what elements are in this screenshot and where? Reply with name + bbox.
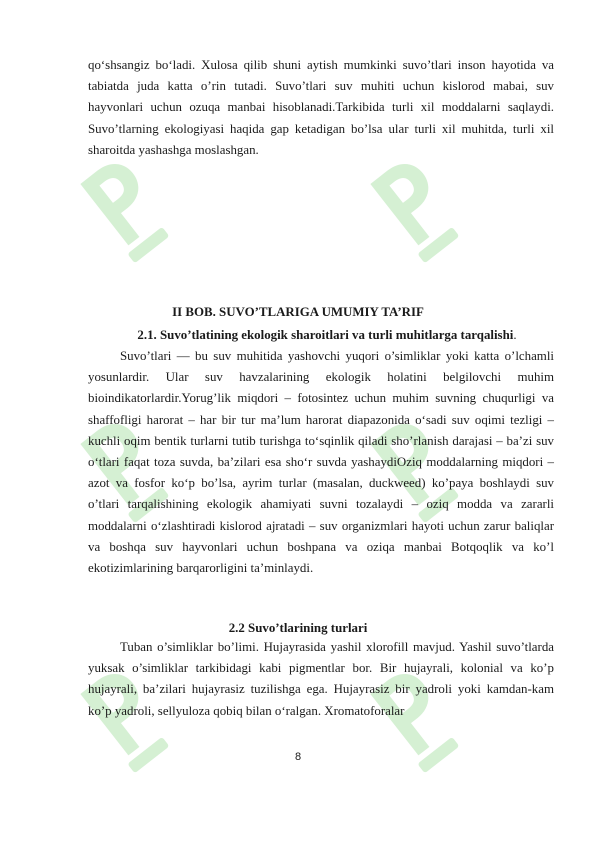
watermark-icon — [70, 140, 190, 290]
section-2-heading: 2.2 Suvo’tlarining turlari — [228, 621, 368, 635]
watermark-icon — [360, 140, 480, 290]
section-1-heading-text: 2.1. Suvo’tlatining ekologik sharoitlari va turli muhitlarga tarqalishi — [137, 328, 514, 342]
section-1-heading-suffix: . — [513, 328, 517, 342]
intro-section — [88, 55, 554, 161]
section-1-heading — [58, 326, 596, 344]
intro-paragraph: qo‘shsangiz bo‘ladi. Xulosa qilib shuni aytish mumkinki suvo’tlari inson hayotida va tabiatda juda katta o’rin tutadi. Suvo’tlari suv muhiti uchun kislorod mabai, suv hayvonlari uchun ozuqa manbai hisoblanadi.Tarkibida turli xil moddalarni saqlaydi. Suvo’tlarning ekologiyasi haqida gap ketadigan bo’lsa ular turli xil muhitda, turli xil sharoitda yashashga moslashgan. — [88, 58, 554, 157]
section-2-body — [88, 637, 554, 722]
section-1-body — [88, 346, 554, 579]
chapter-heading: II BOB. SUVO’TLARIGA UMUMIY TA’RIF — [172, 305, 424, 319]
section-1-paragraph: Suvo’tlari — bu suv muhitida yashovchi yuqori o’simliklar yoki katta o’lchamli yosunlardir. Ular suv havzalarining ekologik holatini belgilovchi muhim bioindikatorlardir.Yorug’lik miqdori – fotosintez uchun muhim suvning chuqurligi va shaffofligi harorat – har bir tur ma’lum harorat diapazonida o‘sadi suv oqimi tezligi – kuchli oqim bentik turlarni tutib turishga to‘sqinlik qiladi sho’rlanish darajasi – ba’zi suv o‘tlari faqat toza suvda, ba’zilari esa sho‘r suvda yashaydiOziq moddalarning miqdori – azot va fosfor ko‘p bo’lsa, ayrim turlar (masalan, duckweed) ko’paya boshlaydi suv o’tlari tarqalishining ekologik ahamiyati suvni tozalaydi – oziq modda va zararli moddalarni o‘zlashtiradi kislorod ajratadi – suv organizmlari hayoti uchun zarur baliqlar va boshqa suv hayvonlari uchun boshpana va oziqa manbai Botqoqlik va ko’l ekotizimlarining barqarorligini ta’minlaydi. — [88, 349, 554, 576]
page-number: 8 — [294, 751, 302, 763]
section-2-paragraph: Tuban o’simliklar bo’limi. Hujayrasida yashil xlorofill mavjud. Yashil suvo’tlarda yuksak o’simliklar tarkibidagi kabi pigmentlar bor. Bir hujayrali, kolonial va ko’p hujayrali, ba’zilari hujayrasiz tuzilishga ega. Hujayrasiz bir yadroli yoki kamdan-kam ko’p yadroli, sellyuloza qobiq bilan o‘ralgan. Xromatoforalar — [88, 640, 554, 718]
